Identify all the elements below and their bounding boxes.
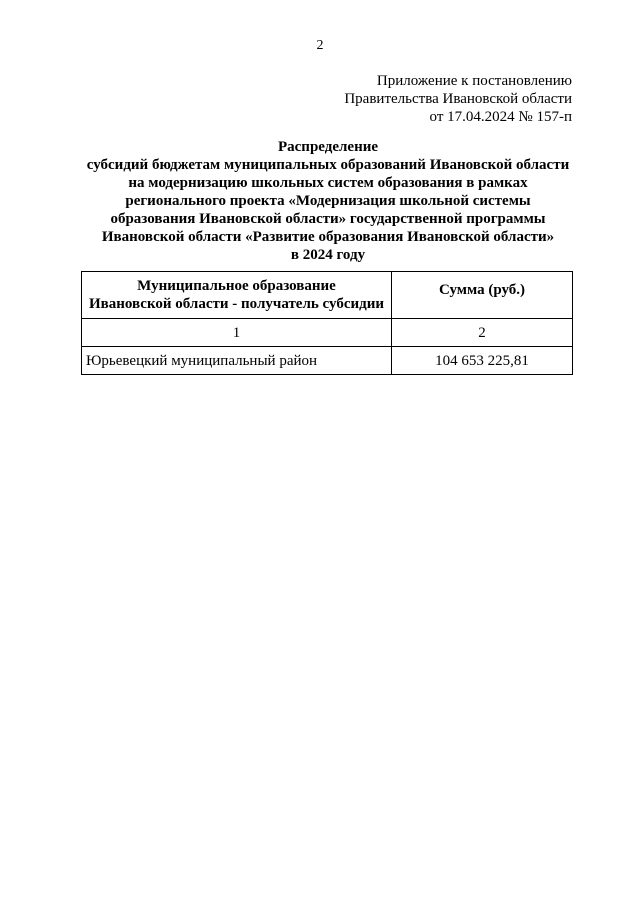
title-line-4: регионального проекта «Модернизация школьной системы [125, 193, 531, 209]
title-line-7: в 2024 году [290, 247, 366, 263]
column-number-2: 2 [392, 319, 573, 347]
header-municipality [82, 272, 392, 319]
appendix-reference [344, 72, 572, 126]
header-municipality-line-1: Муниципальное образование [137, 278, 336, 294]
subsidy-table [81, 271, 573, 375]
document-title [70, 138, 586, 264]
page-number: 2 [316, 38, 324, 53]
table-header-row [82, 272, 573, 319]
appendix-line-2: Правительства Ивановской области [344, 91, 572, 107]
column-number-1: 1 [82, 319, 392, 347]
column-number-row [82, 319, 573, 347]
header-amount: Сумма (руб.) [392, 272, 573, 319]
appendix-line-1: Приложение к постановлению [376, 73, 572, 89]
title-line-1: Распределение [277, 139, 379, 155]
amount-cell: 104 653 225,81 [392, 347, 573, 375]
title-line-5: образования Ивановской области» государственной программы [110, 211, 546, 227]
header-municipality-line-2: Ивановской области - получатель субсидии [88, 296, 384, 312]
municipality-cell: Юрьевецкий муниципальный район [82, 347, 392, 375]
title-line-3: на модернизацию школьных систем образования в рамках [128, 175, 528, 191]
appendix-line-3: от 17.04.2024 № 157-п [429, 109, 572, 125]
title-line-6: Ивановской области «Развитие образования Ивановской области» [101, 229, 555, 245]
table-row [82, 347, 573, 375]
title-line-2: субсидий бюджетам муниципальных образований Ивановской области [86, 157, 570, 173]
